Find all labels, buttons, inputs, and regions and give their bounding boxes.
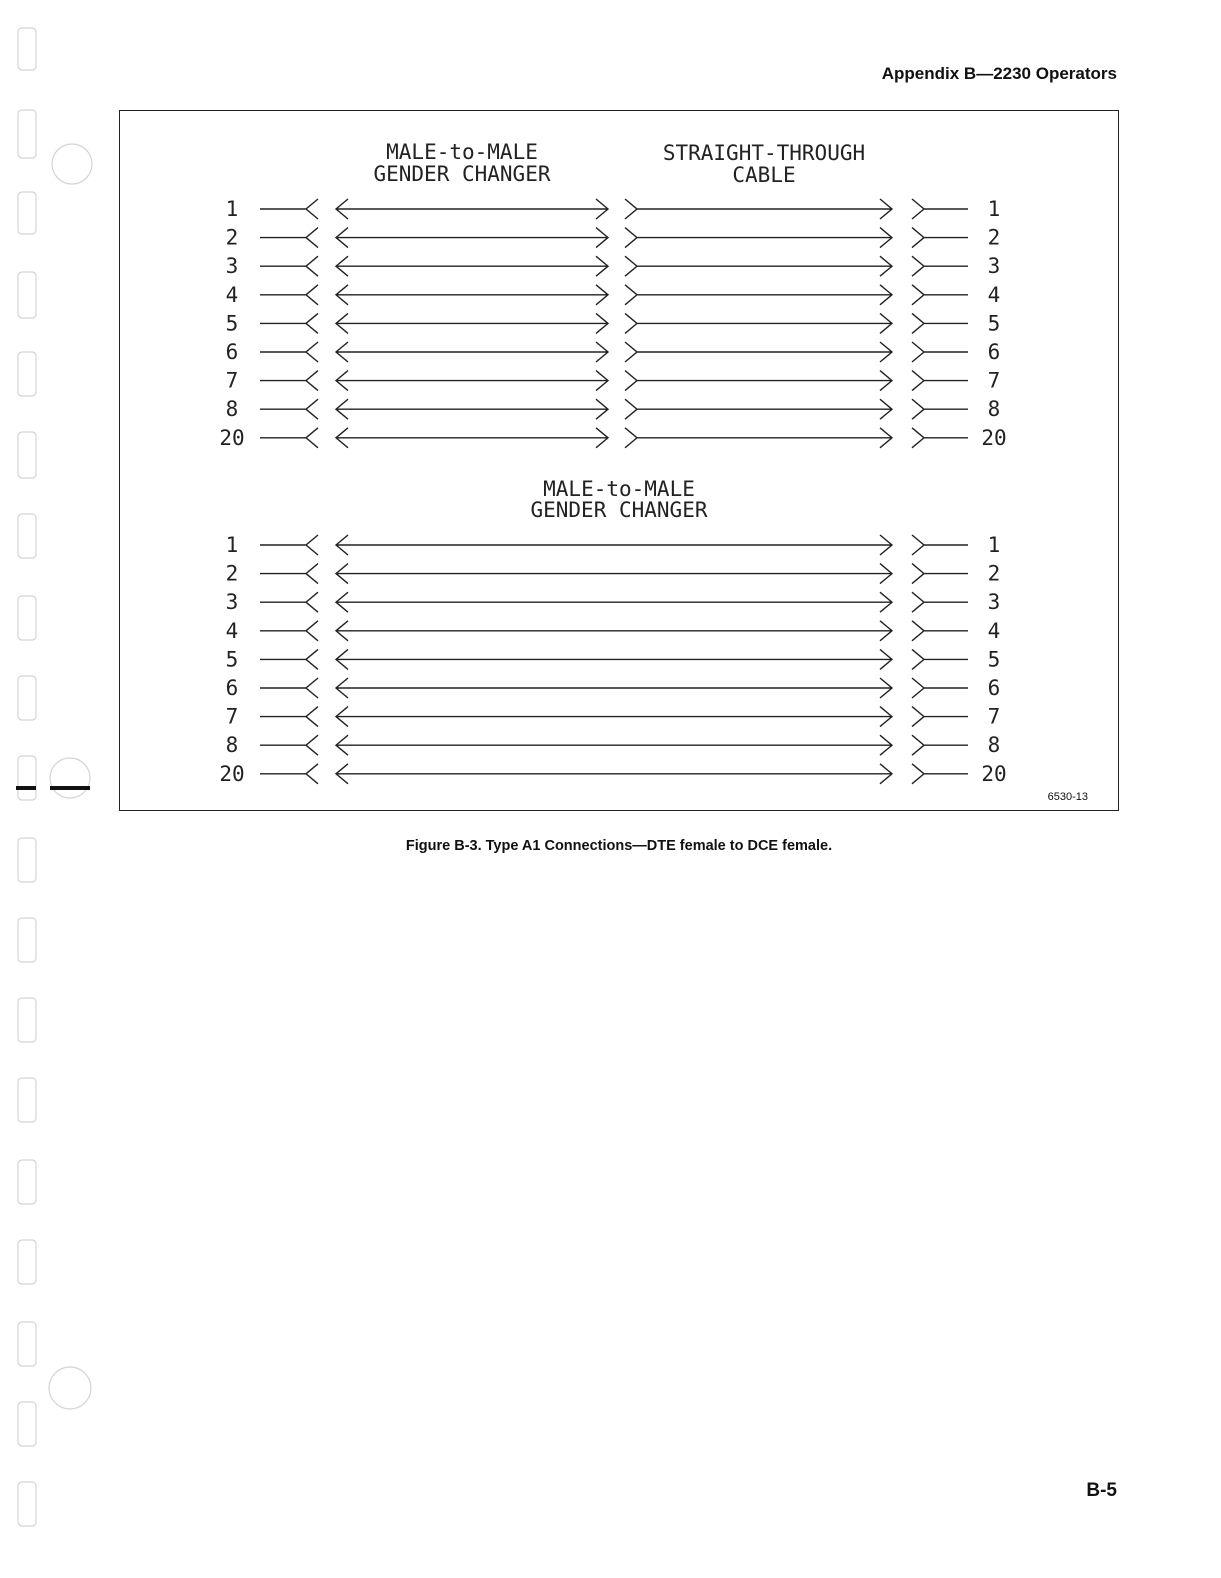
cable-line <box>625 199 892 219</box>
pin-label-right: 3 <box>987 590 1001 615</box>
pin-label-left: 3 <box>225 254 239 279</box>
wire-right-bottom <box>912 621 968 641</box>
wire-right-bottom <box>912 735 968 755</box>
pin-label-left: 5 <box>225 311 239 336</box>
gender-changer-line <box>336 592 892 612</box>
wire-left-top <box>260 428 318 448</box>
wire-left-bottom <box>260 535 318 555</box>
top-right-label-line2: CABLE <box>732 163 796 187</box>
wire-left-top <box>260 399 318 419</box>
cable-line <box>625 342 892 362</box>
wire-left-bottom <box>260 707 318 727</box>
wire-right-bottom <box>912 649 968 669</box>
wire-left-bottom <box>260 564 318 584</box>
wire-right-top <box>912 199 968 219</box>
wire-left-bottom <box>260 764 318 784</box>
gender-changer-line <box>336 285 608 305</box>
top-left-label-line2: GENDER CHANGER <box>373 162 551 186</box>
gender-changer-line <box>336 707 892 727</box>
top-right-label-line1: STRAIGHT-THROUGH <box>662 141 866 165</box>
figure-id: 6530-13 <box>1047 791 1088 803</box>
pin-label-left: 5 <box>225 647 239 672</box>
gender-changer-line <box>336 313 608 333</box>
pin-label-right: 5 <box>987 311 1001 336</box>
pin-label-left: 8 <box>225 397 239 422</box>
pin-label-right: 7 <box>987 704 1001 729</box>
wire-right-bottom <box>912 707 968 727</box>
gender-changer-line <box>336 621 892 641</box>
wire-left-top <box>260 285 318 305</box>
top-left-label-line1: MALE-to-MALE <box>386 140 538 164</box>
gender-changer-line <box>336 735 892 755</box>
bottom-label-line2: GENDER CHANGER <box>530 498 708 522</box>
cable-line <box>625 256 892 276</box>
wire-right-top <box>912 228 968 248</box>
gender-changer-line <box>336 199 608 219</box>
pin-label-left: 3 <box>225 590 239 615</box>
pin-label-right: 1 <box>987 533 1001 557</box>
pin-label-right: 5 <box>987 647 1001 672</box>
pin-label-right: 2 <box>987 561 1001 586</box>
page-number: B-5 <box>1086 1480 1117 1501</box>
wire-left-top <box>260 199 318 219</box>
pin-label-right: 6 <box>987 676 1001 700</box>
figure-caption: Figure B-3. Type A1 Connections—DTE female to DCE female. <box>405 838 833 854</box>
running-header: Appendix B—2230 Operators <box>881 64 1117 83</box>
wire-right-bottom <box>912 535 968 555</box>
wire-left-top <box>260 256 318 276</box>
pin-label-left: 20 <box>219 425 245 450</box>
gender-changer-line <box>336 428 608 448</box>
figure-diagram <box>119 110 1119 811</box>
wire-right-top <box>912 342 968 362</box>
pin-label-right: 1 <box>987 197 1001 221</box>
pin-label-left: 1 <box>225 533 239 557</box>
pin-label-right: 4 <box>987 618 1001 643</box>
gender-changer-line <box>336 649 892 669</box>
wire-left-bottom <box>260 678 318 698</box>
pin-label-left: 7 <box>225 368 239 393</box>
pin-label-left: 6 <box>225 340 239 364</box>
pin-label-left: 6 <box>225 676 239 700</box>
wire-right-top <box>912 256 968 276</box>
wire-right-bottom <box>912 678 968 698</box>
gender-changer-line <box>336 535 892 555</box>
wire-left-top <box>260 313 318 333</box>
gender-changer-line <box>336 564 892 584</box>
bottom-label-line1: MALE-to-MALE <box>543 477 695 501</box>
gender-changer-line <box>336 678 892 698</box>
wire-right-top <box>912 285 968 305</box>
cable-line <box>625 428 892 448</box>
gender-changer-line <box>336 256 608 276</box>
pin-label-left: 20 <box>219 761 245 786</box>
pin-label-right: 7 <box>987 368 1001 393</box>
binder-margin-decoration <box>0 0 100 1578</box>
wire-left-top <box>260 342 318 362</box>
wire-left-bottom <box>260 592 318 612</box>
wire-right-top <box>912 428 968 448</box>
pin-label-right: 4 <box>987 282 1001 307</box>
pin-label-right: 8 <box>987 733 1001 758</box>
wire-left-top <box>260 228 318 248</box>
wire-left-bottom <box>260 649 318 669</box>
pin-label-right: 8 <box>987 397 1001 422</box>
pin-label-left: 1 <box>225 197 239 221</box>
connection-diagram <box>120 111 1120 812</box>
pin-label-left: 4 <box>225 618 239 643</box>
pin-label-right: 20 <box>981 425 1007 450</box>
pin-label-right: 20 <box>981 761 1007 786</box>
pin-label-right: 2 <box>987 225 1001 250</box>
pin-label-left: 2 <box>225 561 239 586</box>
pin-label-left: 7 <box>225 704 239 729</box>
cable-line <box>625 228 892 248</box>
cable-line <box>625 371 892 391</box>
wire-left-bottom <box>260 621 318 641</box>
wire-right-bottom <box>912 592 968 612</box>
wire-right-bottom <box>912 564 968 584</box>
cable-line <box>625 285 892 305</box>
wire-left-top <box>260 371 318 391</box>
pin-label-left: 2 <box>225 225 239 250</box>
pin-label-left: 8 <box>225 733 239 758</box>
gender-changer-line <box>336 228 608 248</box>
cable-line <box>625 399 892 419</box>
cable-line <box>625 313 892 333</box>
pin-label-right: 3 <box>987 254 1001 279</box>
gender-changer-line <box>336 399 608 419</box>
pin-label-right: 6 <box>987 340 1001 364</box>
gender-changer-line <box>336 371 608 391</box>
wire-right-top <box>912 399 968 419</box>
wire-right-bottom <box>912 764 968 784</box>
gender-changer-line <box>336 764 892 784</box>
gender-changer-line <box>336 342 608 362</box>
wire-right-top <box>912 371 968 391</box>
wire-right-top <box>912 313 968 333</box>
pin-label-left: 4 <box>225 282 239 307</box>
wire-left-bottom <box>260 735 318 755</box>
